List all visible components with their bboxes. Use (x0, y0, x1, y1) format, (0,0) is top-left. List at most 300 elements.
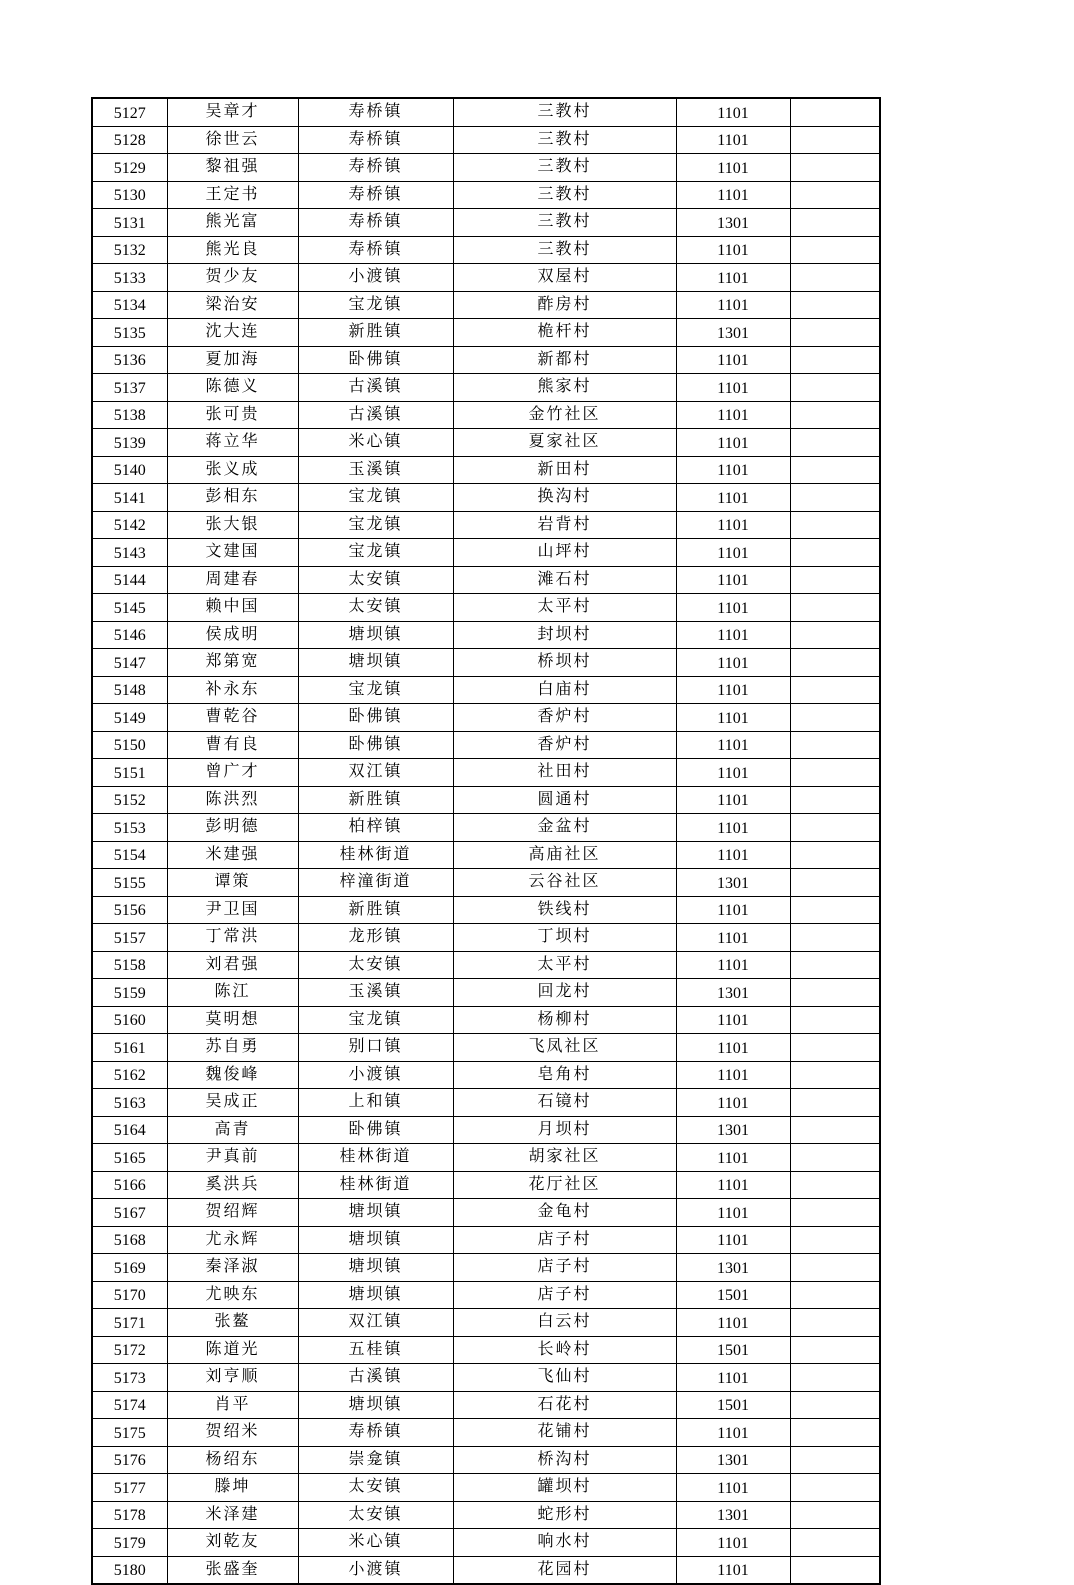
name-cell: 张义成 (167, 456, 298, 484)
village-cell: 社田村 (453, 759, 676, 787)
code-cell: 1101 (676, 511, 790, 539)
name-cell: 刘亨顺 (167, 1364, 298, 1392)
serial-number-cell: 5165 (92, 1144, 167, 1172)
code-cell: 1101 (676, 594, 790, 622)
town-cell: 小渡镇 (298, 1556, 453, 1584)
note-cell (790, 511, 880, 539)
code-cell: 1101 (676, 98, 790, 126)
code-cell: 1301 (676, 1254, 790, 1282)
name-cell: 彭明德 (167, 814, 298, 842)
table-row (92, 1006, 880, 1034)
serial-number-cell: 5178 (92, 1501, 167, 1529)
name-cell: 吴成正 (167, 1089, 298, 1117)
village-cell: 罐坝村 (453, 1474, 676, 1502)
serial-number-cell: 5134 (92, 291, 167, 319)
table-row (92, 209, 880, 237)
village-cell: 圆通村 (453, 786, 676, 814)
note-cell (790, 1034, 880, 1062)
serial-number-cell: 5161 (92, 1034, 167, 1062)
note-cell (790, 1364, 880, 1392)
note-cell (790, 731, 880, 759)
serial-number-cell: 5147 (92, 649, 167, 677)
table-row (92, 676, 880, 704)
name-cell: 陈江 (167, 979, 298, 1007)
table-row (92, 1556, 880, 1584)
serial-number-cell: 5167 (92, 1199, 167, 1227)
serial-number-cell: 5166 (92, 1171, 167, 1199)
name-cell: 尤永辉 (167, 1226, 298, 1254)
serial-number-cell: 5170 (92, 1281, 167, 1309)
table-row (92, 924, 880, 952)
name-cell: 肖平 (167, 1391, 298, 1419)
name-cell: 陈洪烈 (167, 786, 298, 814)
table-row (92, 1281, 880, 1309)
town-cell: 龙形镇 (298, 924, 453, 952)
table-row (92, 951, 880, 979)
code-cell: 1101 (676, 1171, 790, 1199)
town-cell: 卧佛镇 (298, 346, 453, 374)
town-cell: 寿桥镇 (298, 126, 453, 154)
code-cell: 1301 (676, 1116, 790, 1144)
name-cell: 杨绍东 (167, 1446, 298, 1474)
serial-number-cell: 5143 (92, 539, 167, 567)
town-cell: 太安镇 (298, 566, 453, 594)
village-cell: 金盆村 (453, 814, 676, 842)
town-cell: 寿桥镇 (298, 209, 453, 237)
table-row (92, 814, 880, 842)
name-cell: 赖中国 (167, 594, 298, 622)
town-cell: 桂林街道 (298, 1144, 453, 1172)
village-cell: 飞凤社区 (453, 1034, 676, 1062)
serial-number-cell: 5132 (92, 236, 167, 264)
note-cell (790, 1529, 880, 1557)
town-cell: 桂林街道 (298, 1171, 453, 1199)
village-cell: 店子村 (453, 1226, 676, 1254)
note-cell (790, 1446, 880, 1474)
name-cell: 丁常洪 (167, 924, 298, 952)
town-cell: 小渡镇 (298, 264, 453, 292)
note-cell (790, 181, 880, 209)
village-cell: 三教村 (453, 154, 676, 182)
note-cell (790, 814, 880, 842)
name-cell: 刘乾友 (167, 1529, 298, 1557)
serial-number-cell: 5141 (92, 484, 167, 512)
table-row (92, 1254, 880, 1282)
town-cell: 宝龙镇 (298, 539, 453, 567)
village-cell: 封坝村 (453, 621, 676, 649)
town-cell: 塘坝镇 (298, 1254, 453, 1282)
town-cell: 塘坝镇 (298, 621, 453, 649)
code-cell: 1101 (676, 346, 790, 374)
table-row (92, 1116, 880, 1144)
serial-number-cell: 5150 (92, 731, 167, 759)
table-row (92, 1364, 880, 1392)
serial-number-cell: 5130 (92, 181, 167, 209)
village-cell: 金竹社区 (453, 401, 676, 429)
table-row (92, 1309, 880, 1337)
town-cell: 宝龙镇 (298, 484, 453, 512)
town-cell: 塘坝镇 (298, 1391, 453, 1419)
village-cell: 石花村 (453, 1391, 676, 1419)
town-cell: 宝龙镇 (298, 676, 453, 704)
town-cell: 新胜镇 (298, 319, 453, 347)
village-cell: 桥坝村 (453, 649, 676, 677)
code-cell: 1101 (676, 401, 790, 429)
serial-number-cell: 5155 (92, 869, 167, 897)
name-cell: 补永东 (167, 676, 298, 704)
name-cell: 尹真前 (167, 1144, 298, 1172)
note-cell (790, 1199, 880, 1227)
note-cell (790, 1309, 880, 1337)
note-cell (790, 291, 880, 319)
name-cell: 熊光富 (167, 209, 298, 237)
village-cell: 香炉村 (453, 704, 676, 732)
code-cell: 1101 (676, 704, 790, 732)
serial-number-cell: 5158 (92, 951, 167, 979)
table-row (92, 841, 880, 869)
town-cell: 玉溪镇 (298, 979, 453, 1007)
code-cell: 1301 (676, 979, 790, 1007)
name-cell: 谭策 (167, 869, 298, 897)
village-cell: 响水村 (453, 1529, 676, 1557)
name-cell: 尤映东 (167, 1281, 298, 1309)
serial-number-cell: 5163 (92, 1089, 167, 1117)
table-row (92, 429, 880, 457)
village-cell: 桅杆村 (453, 319, 676, 347)
note-cell (790, 1171, 880, 1199)
table-row (92, 1226, 880, 1254)
serial-number-cell: 5138 (92, 401, 167, 429)
name-cell: 贺绍米 (167, 1419, 298, 1447)
name-cell: 曹乾谷 (167, 704, 298, 732)
table-row (92, 1474, 880, 1502)
serial-number-cell: 5131 (92, 209, 167, 237)
serial-number-cell: 5164 (92, 1116, 167, 1144)
code-cell: 1301 (676, 869, 790, 897)
village-cell: 岩背村 (453, 511, 676, 539)
code-cell: 1101 (676, 484, 790, 512)
table-row (92, 704, 880, 732)
name-cell: 徐世云 (167, 126, 298, 154)
village-cell: 新田村 (453, 456, 676, 484)
serial-number-cell: 5133 (92, 264, 167, 292)
note-cell (790, 1116, 880, 1144)
name-cell: 秦泽淑 (167, 1254, 298, 1282)
town-cell: 寿桥镇 (298, 1419, 453, 1447)
serial-number-cell: 5152 (92, 786, 167, 814)
village-cell: 三教村 (453, 181, 676, 209)
code-cell: 1101 (676, 731, 790, 759)
code-cell: 1101 (676, 896, 790, 924)
village-cell: 花园村 (453, 1556, 676, 1584)
village-cell: 花铺村 (453, 1419, 676, 1447)
name-cell: 熊光良 (167, 236, 298, 264)
serial-number-cell: 5168 (92, 1226, 167, 1254)
name-cell: 苏自勇 (167, 1034, 298, 1062)
village-cell: 石镜村 (453, 1089, 676, 1117)
town-cell: 米心镇 (298, 429, 453, 457)
name-cell: 吴章才 (167, 98, 298, 126)
village-cell: 长岭村 (453, 1336, 676, 1364)
town-cell: 古溪镇 (298, 1364, 453, 1392)
table-row (92, 126, 880, 154)
roster-body (92, 98, 880, 1584)
note-cell (790, 841, 880, 869)
code-cell: 1101 (676, 621, 790, 649)
table-row (92, 979, 880, 1007)
code-cell: 1501 (676, 1336, 790, 1364)
note-cell (790, 401, 880, 429)
village-cell: 三教村 (453, 209, 676, 237)
village-cell: 三教村 (453, 98, 676, 126)
village-cell: 花厅社区 (453, 1171, 676, 1199)
serial-number-cell: 5176 (92, 1446, 167, 1474)
code-cell: 1501 (676, 1281, 790, 1309)
village-cell: 回龙村 (453, 979, 676, 1007)
note-cell (790, 346, 880, 374)
table-row (92, 1144, 880, 1172)
code-cell: 1101 (676, 1006, 790, 1034)
note-cell (790, 1006, 880, 1034)
village-cell: 山坪村 (453, 539, 676, 567)
table-row (92, 786, 880, 814)
table-row (92, 374, 880, 402)
code-cell: 1101 (676, 1144, 790, 1172)
town-cell: 塘坝镇 (298, 1226, 453, 1254)
village-cell: 白云村 (453, 1309, 676, 1337)
town-cell: 梓潼街道 (298, 869, 453, 897)
note-cell (790, 1556, 880, 1584)
town-cell: 新胜镇 (298, 786, 453, 814)
town-cell: 宝龙镇 (298, 1006, 453, 1034)
village-cell: 丁坝村 (453, 924, 676, 952)
note-cell (790, 98, 880, 126)
note-cell (790, 924, 880, 952)
name-cell: 郑第宽 (167, 649, 298, 677)
note-cell (790, 1336, 880, 1364)
village-cell: 月坝村 (453, 1116, 676, 1144)
note-cell (790, 154, 880, 182)
note-cell (790, 704, 880, 732)
table-row (92, 346, 880, 374)
town-cell: 崇龛镇 (298, 1446, 453, 1474)
serial-number-cell: 5162 (92, 1061, 167, 1089)
table-row (92, 319, 880, 347)
name-cell: 陈德义 (167, 374, 298, 402)
serial-number-cell: 5159 (92, 979, 167, 1007)
table-row (92, 649, 880, 677)
serial-number-cell: 5128 (92, 126, 167, 154)
town-cell: 寿桥镇 (298, 98, 453, 126)
village-cell: 杨柳村 (453, 1006, 676, 1034)
table-row (92, 621, 880, 649)
table-row (92, 1199, 880, 1227)
table-row (92, 456, 880, 484)
town-cell: 桂林街道 (298, 841, 453, 869)
town-cell: 塘坝镇 (298, 1281, 453, 1309)
name-cell: 曾广才 (167, 759, 298, 787)
town-cell: 宝龙镇 (298, 511, 453, 539)
code-cell: 1101 (676, 264, 790, 292)
village-cell: 太平村 (453, 594, 676, 622)
serial-number-cell: 5180 (92, 1556, 167, 1584)
village-cell: 云谷社区 (453, 869, 676, 897)
town-cell: 寿桥镇 (298, 236, 453, 264)
note-cell (790, 456, 880, 484)
town-cell: 太安镇 (298, 1474, 453, 1502)
village-cell: 胡家社区 (453, 1144, 676, 1172)
town-cell: 太安镇 (298, 594, 453, 622)
code-cell: 1101 (676, 786, 790, 814)
code-cell: 1101 (676, 1556, 790, 1584)
table-row (92, 511, 880, 539)
name-cell: 滕坤 (167, 1474, 298, 1502)
note-cell (790, 786, 880, 814)
serial-number-cell: 5140 (92, 456, 167, 484)
table-row (92, 291, 880, 319)
code-cell: 1101 (676, 1474, 790, 1502)
village-cell: 飞仙村 (453, 1364, 676, 1392)
table-row (92, 98, 880, 126)
code-cell: 1101 (676, 951, 790, 979)
code-cell: 1101 (676, 649, 790, 677)
town-cell: 卧佛镇 (298, 704, 453, 732)
name-cell: 张鳌 (167, 1309, 298, 1337)
code-cell: 1101 (676, 236, 790, 264)
town-cell: 双江镇 (298, 1309, 453, 1337)
table-row (92, 1171, 880, 1199)
note-cell (790, 264, 880, 292)
code-cell: 1301 (676, 1446, 790, 1474)
note-cell (790, 319, 880, 347)
note-cell (790, 1419, 880, 1447)
serial-number-cell: 5172 (92, 1336, 167, 1364)
serial-number-cell: 5153 (92, 814, 167, 842)
note-cell (790, 594, 880, 622)
table-row (92, 401, 880, 429)
note-cell (790, 209, 880, 237)
table-row (92, 1501, 880, 1529)
name-cell: 米建强 (167, 841, 298, 869)
code-cell: 1101 (676, 181, 790, 209)
table-row (92, 869, 880, 897)
name-cell: 蒋立华 (167, 429, 298, 457)
note-cell (790, 429, 880, 457)
code-cell: 1101 (676, 759, 790, 787)
note-cell (790, 979, 880, 1007)
table-row (92, 1391, 880, 1419)
serial-number-cell: 5129 (92, 154, 167, 182)
town-cell: 小渡镇 (298, 1061, 453, 1089)
table-row (92, 1529, 880, 1557)
serial-number-cell: 5177 (92, 1474, 167, 1502)
serial-number-cell: 5169 (92, 1254, 167, 1282)
serial-number-cell: 5135 (92, 319, 167, 347)
code-cell: 1101 (676, 539, 790, 567)
town-cell: 古溪镇 (298, 374, 453, 402)
town-cell: 柏梓镇 (298, 814, 453, 842)
village-cell: 金龟村 (453, 1199, 676, 1227)
note-cell (790, 236, 880, 264)
note-cell (790, 621, 880, 649)
serial-number-cell: 5173 (92, 1364, 167, 1392)
town-cell: 太安镇 (298, 951, 453, 979)
village-cell: 铁线村 (453, 896, 676, 924)
name-cell: 奚洪兵 (167, 1171, 298, 1199)
serial-number-cell: 5171 (92, 1309, 167, 1337)
code-cell: 1101 (676, 814, 790, 842)
town-cell: 卧佛镇 (298, 731, 453, 759)
code-cell: 1101 (676, 924, 790, 952)
town-cell: 太安镇 (298, 1501, 453, 1529)
note-cell (790, 1144, 880, 1172)
village-cell: 滩石村 (453, 566, 676, 594)
serial-number-cell: 5156 (92, 896, 167, 924)
code-cell: 1301 (676, 319, 790, 347)
note-cell (790, 484, 880, 512)
serial-number-cell: 5127 (92, 98, 167, 126)
town-cell: 宝龙镇 (298, 291, 453, 319)
table-row (92, 236, 880, 264)
code-cell: 1101 (676, 1034, 790, 1062)
village-cell: 高庙社区 (453, 841, 676, 869)
name-cell: 黎祖强 (167, 154, 298, 182)
town-cell: 寿桥镇 (298, 154, 453, 182)
table-row (92, 181, 880, 209)
note-cell (790, 1089, 880, 1117)
table-row (92, 1061, 880, 1089)
name-cell: 尹卫国 (167, 896, 298, 924)
code-cell: 1101 (676, 841, 790, 869)
note-cell (790, 126, 880, 154)
note-cell (790, 566, 880, 594)
code-cell: 1301 (676, 1501, 790, 1529)
roster-table (91, 97, 881, 1585)
table-row (92, 1034, 880, 1062)
serial-number-cell: 5144 (92, 566, 167, 594)
note-cell (790, 1254, 880, 1282)
town-cell: 别口镇 (298, 1034, 453, 1062)
serial-number-cell: 5175 (92, 1419, 167, 1447)
code-cell: 1101 (676, 1226, 790, 1254)
town-cell: 寿桥镇 (298, 181, 453, 209)
table-row (92, 896, 880, 924)
name-cell: 贺少友 (167, 264, 298, 292)
serial-number-cell: 5137 (92, 374, 167, 402)
note-cell (790, 869, 880, 897)
name-cell: 王定书 (167, 181, 298, 209)
name-cell: 张可贵 (167, 401, 298, 429)
code-cell: 1101 (676, 429, 790, 457)
town-cell: 塘坝镇 (298, 1199, 453, 1227)
name-cell: 周建春 (167, 566, 298, 594)
village-cell: 熊家村 (453, 374, 676, 402)
code-cell: 1101 (676, 1309, 790, 1337)
serial-number-cell: 5142 (92, 511, 167, 539)
note-cell (790, 1281, 880, 1309)
serial-number-cell: 5174 (92, 1391, 167, 1419)
village-cell: 白庙村 (453, 676, 676, 704)
note-cell (790, 1501, 880, 1529)
note-cell (790, 374, 880, 402)
code-cell: 1101 (676, 291, 790, 319)
table-row (92, 1089, 880, 1117)
town-cell: 塘坝镇 (298, 649, 453, 677)
town-cell: 米心镇 (298, 1529, 453, 1557)
name-cell: 沈大连 (167, 319, 298, 347)
name-cell: 米泽建 (167, 1501, 298, 1529)
table-row (92, 154, 880, 182)
